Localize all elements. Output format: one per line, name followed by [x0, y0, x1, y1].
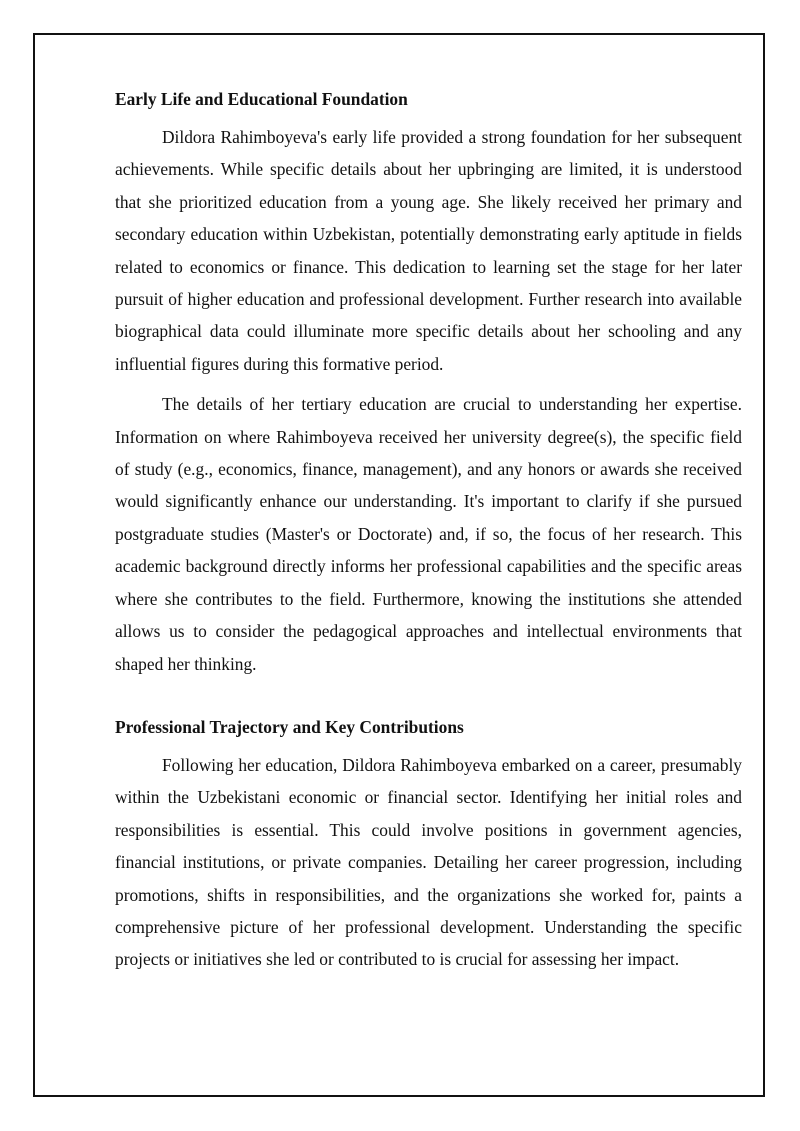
section-heading-professional-trajectory: Professional Trajectory and Key Contributions [115, 716, 464, 737]
paragraph-early-life: Dildora Rahimboyeva's early life provided a strong foundation for her subsequent achievements. While specific details about her upbringing are limited, it is understood that she prioritized education from a young age. She likely received her primary and secondary education within Uzbekistan, potentially demonstrating early aptitude in fields related to economics or finance. This dedication to learning set the stage for her later pursuit of higher education and professional development. Further research into available biographical data could illuminate more specific details about her schooling and any influential figures during this formative period. [115, 127, 742, 374]
paragraph-tertiary-education: The details of her tertiary education are crucial to understanding her expertise. Information on where Rahimboyeva received her university degree(s), the specific field of study (e.g., economics, finance, management), and any honors or awards she received would significantly enhance our understanding. It's important to clarify if she pursued postgraduate studies (Master's or Doctorate) and, if so, the focus of her research. This academic background directly informs her professional capabilities and the specific areas where she contributes to the field. Furthermore, knowing the institutions she attended allows us to consider the pedagogical approaches and intellectual environments that shaped her thinking. [115, 394, 742, 674]
paragraph-career: Following her education, Dildora Rahimboyeva embarked on a career, presumably within the Uzbekistani economic or financial sector. Identifying her initial roles and responsibilities is essential. This could involve positions in government agencies, financial institutions, or private companies. Detailing her career progression, including promotions, shifts in responsibilities, and the organizations she worked for, paints a comprehensive picture of her professional development. Understanding the specific projects or initiatives she led or contributed to is crucial for assessing her impact. [115, 754, 742, 970]
section-heading-early-life: Early Life and Educational Foundation [115, 89, 408, 109]
document-body [115, 84, 742, 984]
